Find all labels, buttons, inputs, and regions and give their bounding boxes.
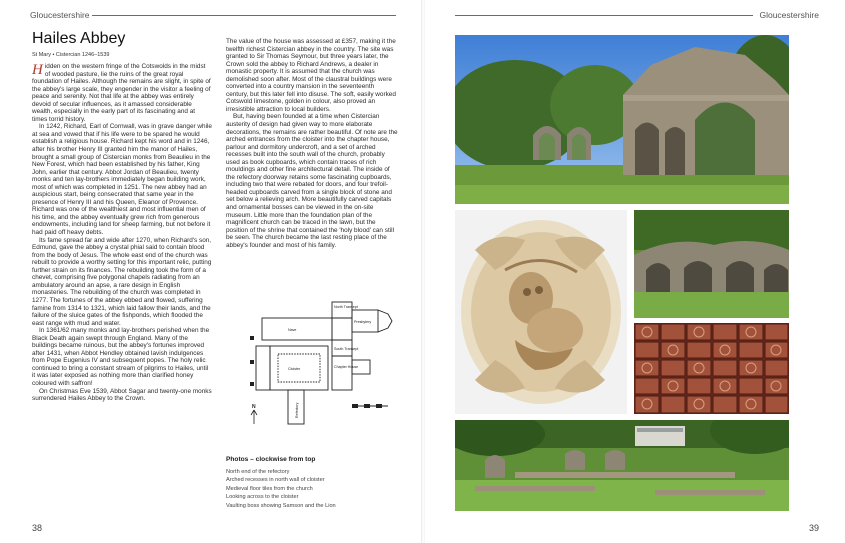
caption-item: Looking across to the cloister — [226, 494, 299, 501]
page-number-left: 38 — [32, 523, 43, 533]
article-subtitle: St Mary • Cistercian 1246–1539 — [32, 52, 110, 58]
caption-item: Arched recesses in north wall of cloister — [226, 477, 325, 484]
captions-title: Photos – clockwise from top — [226, 456, 316, 463]
drop-cap: H — [32, 63, 43, 78]
tiles-grid — [634, 323, 789, 414]
plan-label-chapter-house: Chapter House — [334, 365, 359, 369]
plan-label-north-transept: North Transept — [334, 305, 358, 309]
running-head-right: Gloucestershire — [759, 10, 819, 20]
article-title: Hailes Abbey — [32, 30, 126, 47]
plan-label-nave: Nave — [288, 328, 297, 332]
caption-item: Vaulting boss showing Samson and the Lion — [226, 502, 336, 509]
paragraph: Its fame spread far and wide after 1270, when Richard's son, Edmund, gave the abbey a crystal phial said to contain blood from the body of Jesus. The whole east end of the church was rebuilt to provide a worthy setting for this important relic, putting further strain on its finances. The rebuilding took the form of a chevet, comprising five polygonal chapels radiating from an ambulatory around an apse, a rare design in English monasteries. The rebuilding of the church was completed in 1277. The fortunes of the abbey ebbed and flowed, suffering famine from 1314 to 1321, which laid fallow their lands, and the failure of the sluice gates of the fishponds, which flooded the east range with mud and water. — [32, 236, 212, 327]
paragraph: On Christmas Eve 1539, Abbot Sagar and twenty-one monks surrendered Hailes Abbey to the Crown. — [32, 387, 212, 403]
abbey-ground-plan — [248, 296, 398, 428]
plan-compass-north: N — [252, 404, 256, 410]
photo-arched-recesses — [634, 210, 789, 318]
body-column-1 — [32, 63, 212, 513]
photo-looking-across-cloister — [455, 420, 789, 511]
book-gutter — [421, 0, 425, 543]
plan-label-refectory: Refectory — [295, 402, 299, 418]
paragraph: In 1361/62 many monks and lay-brothers perished when the Black Death again swept through England. Many of the buildings became ruinous, but the abbey's fortunes improved after 1431, when Abbot Hendley obtained lavish indulgences from Pope Eugenius IV and subsequent popes. The holy relic continued to bring a constant stream of pilgrims to Hailes, until it was later exposed as nothing more than clarified honey coloured with saffron! — [32, 327, 210, 387]
photo-refectory-north-end — [455, 35, 789, 204]
caption-item: Medieval floor tiles from the church — [226, 485, 313, 492]
plan-nave-outline — [262, 318, 332, 340]
header-rule-right — [455, 15, 753, 16]
paragraph: The value of the house was assessed at £357, making it the twelfth richest Cistercian abbey in the country. The site was granted to Sir Thomas Seymour, but three years later, the Crown sold the abbey to Richard Andrews, a dealer in monastic property. It is assumed that the church was demolished soon after. Most of the claustral buildings were converted into a country mansion in the seventeenth century, but this later fell into disuse. The soft, easily worked Cotswold limestone, golden in colour, also proved an irresistible attraction to local builders. — [226, 38, 396, 113]
plan-chapter-house-outline — [332, 356, 352, 390]
compass-arrow-icon — [251, 410, 257, 424]
body-column-2 — [226, 38, 398, 296]
plan-drawing — [248, 296, 398, 428]
photo-vaulting-boss-samson — [455, 210, 627, 414]
captions-list — [226, 468, 336, 510]
photo-medieval-floor-tiles — [634, 323, 789, 414]
plan-label-cloister: Cloister — [288, 367, 301, 371]
running-head-left: Gloucestershire — [30, 10, 90, 20]
page-number-right: 39 — [808, 523, 819, 533]
plan-label-south-transept: South Transept — [334, 347, 359, 351]
paragraph: In 1242, Richard, Earl of Cornwall, was in grave danger while at sea and vowed that if his life were to be spared he would establish a religious house. Richard kept his word and in 1246, after his brother Henry III granted him the manor of Hailes, brought a small group of Cistercian monks from Beaulieu in the New Forest, which had been established by his father, King John, earlier that century. Abbot Jordan of Beaulieu, twenty monks and ten lay-brothers immediately began building work, most of which was completed in 1251. The new abbey had an auspicious start, being consecrated that same year in the presence of Henry III and his Queen, Eleanor of Provence. Richard was one of the wealthiest and most influential men of his time, and the abbey eventually grew rich from generous endowments, including land for sheep farming, but not before it had paid off heavy debts. — [32, 123, 212, 237]
header-rule-left — [92, 15, 396, 16]
paragraph: But, having been founded at a time when Cistercian austerity of design had given way to more elaborate decorations, the remains are rather beautiful. Of note are the arched entrances from the cloister into the chapter house, parlour and dormitory undercroft, and a set of arched recesses built into the south wall of the church, probably used as book cupboards, which contain traces of rich mouldings and other fine architectural detail. The inside of the refectory doorway retains some fascinating cupboards, including two that were rebated for doors, and four trefoil-headed cupboards carved from a single block of stone and set below a relieving arch. More beautifully carved capitals and ornamental bosses can be viewed in the on-site museum. Little more than the foundation plan of the magnificent church can be traced in the lawn, but the position of the shrine that contained the 'holy blood' can still be seen. The church became the last resting place of the abbey's founder and most of his family. — [226, 113, 398, 249]
caption-item: North end of the refectory — [226, 469, 290, 475]
paragraph: Hidden on the western fringe of the Cotswolds in the midst of wooded pasture, lie the ruins of the great royal foundation of Hailes. Although the remains are slight, in spite of the abbey's large scale, they engender in the visitor a feeling of peace and serenity. Not that life at the abbey was entirely devoid of secular influences, as it amassed considerable wealth, especially in the early part of its fascinating and at times torrid history. — [32, 63, 211, 123]
plan-label-presbytery: Presbytery — [354, 320, 372, 324]
